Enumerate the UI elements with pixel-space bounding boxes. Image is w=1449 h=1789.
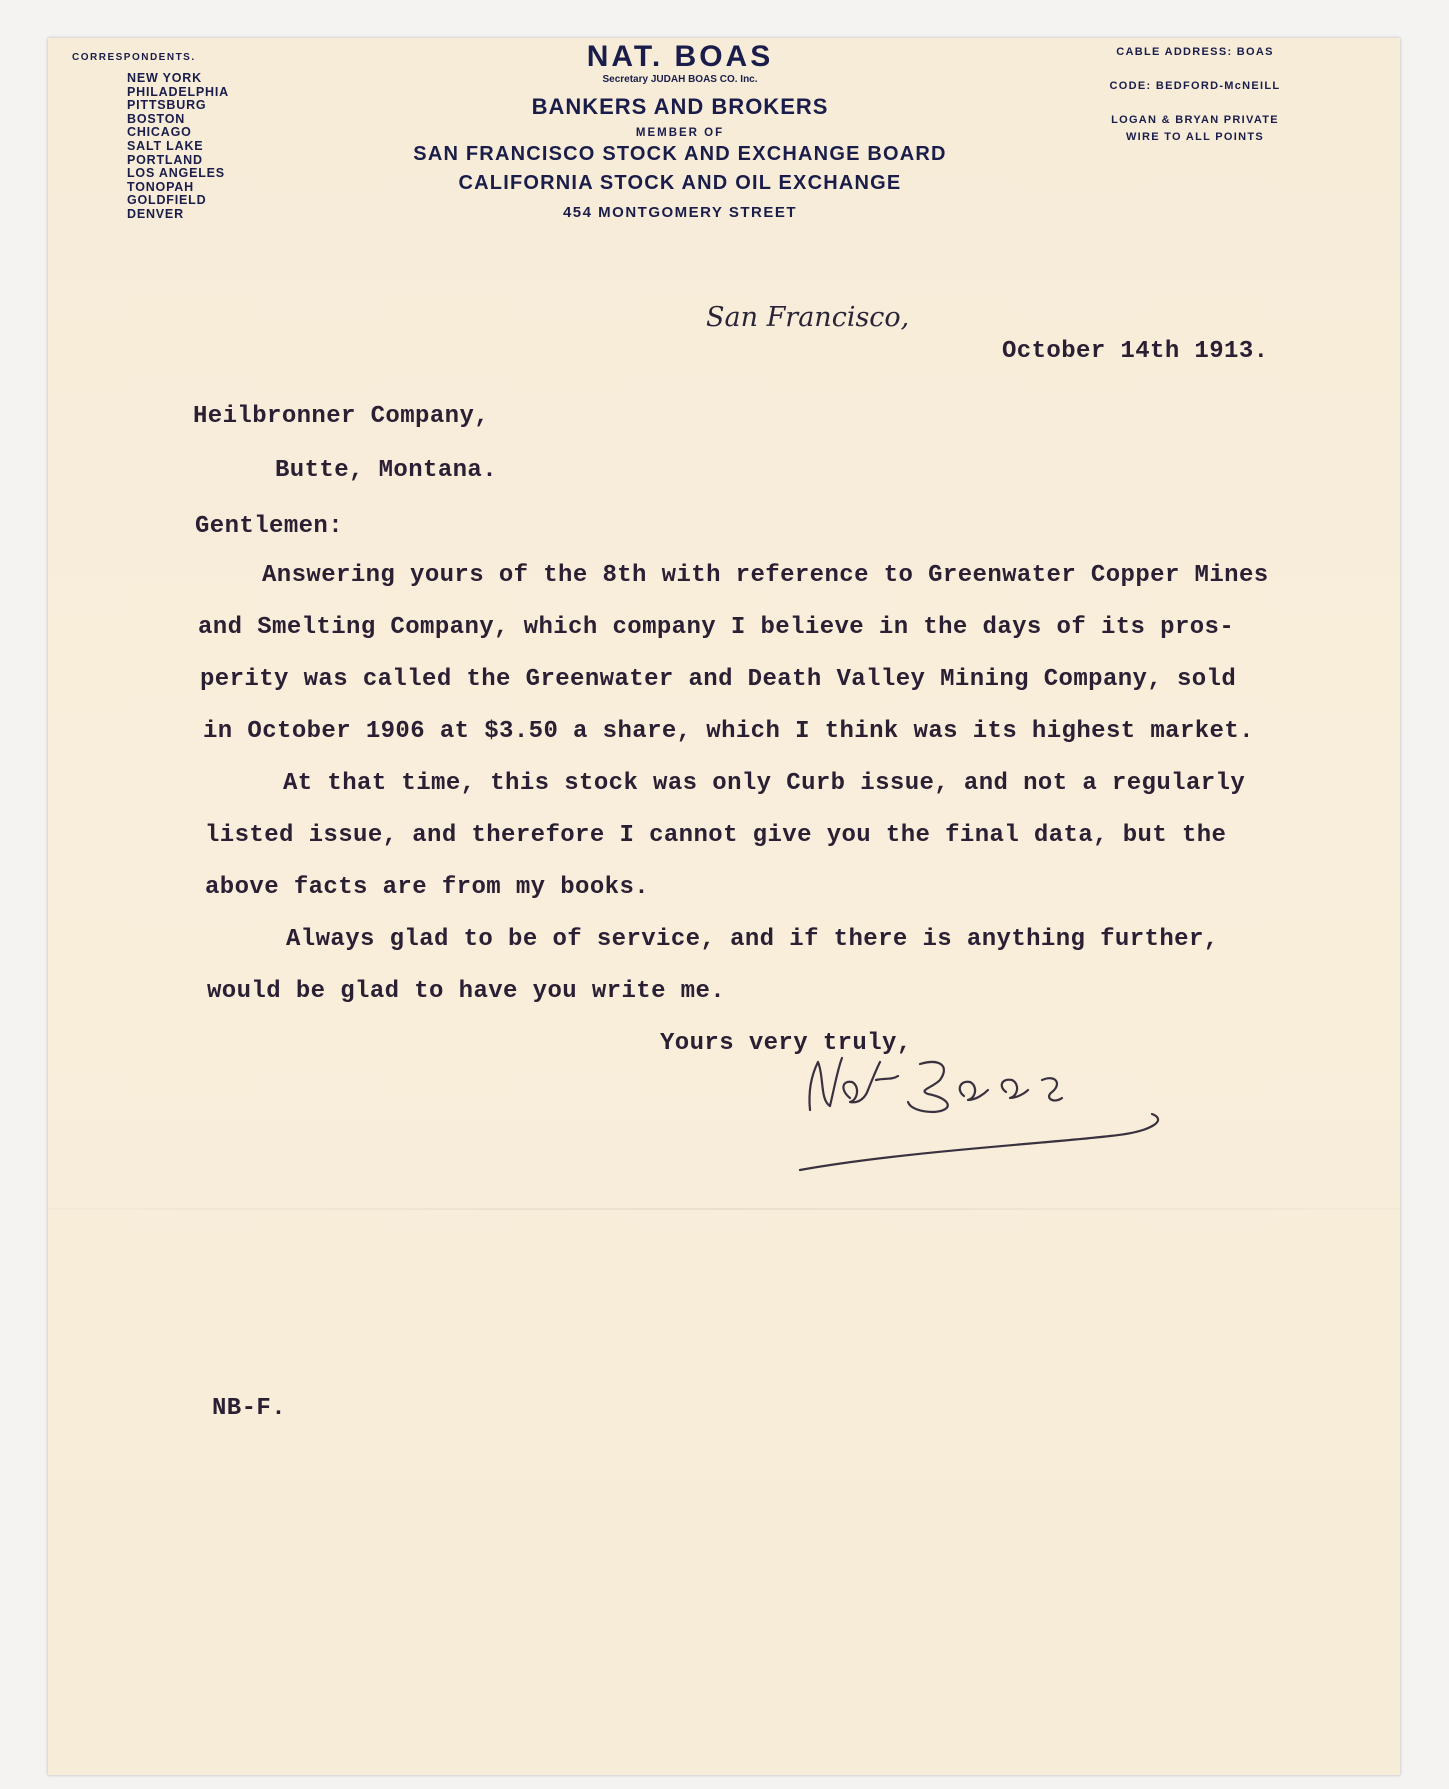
letter-sheet (48, 38, 1400, 1775)
correspondent-city: BOSTON (127, 111, 186, 126)
correspondent-city: LOS ANGELES (127, 166, 225, 181)
exchange-sf: SAN FRANCISCO STOCK AND EXCHANGE BOARD (413, 143, 947, 165)
signature (780, 1040, 1200, 1190)
code-line: CODE: BEDFORD-McNEILL (1109, 80, 1281, 92)
recipient-location: Butte, Montana. (275, 457, 498, 484)
body-line: in October 1906 at $3.50 a share, which I think was its highest market. (203, 718, 1254, 745)
body-line: At that time, this stock was only Curb issue, and not a regularly (283, 770, 1246, 797)
exchange-ca: CALIFORNIA STOCK AND OIL EXCHANGE (458, 172, 902, 194)
correspondent-city: TONOPAH (127, 179, 194, 194)
correspondent-city: GOLDFIELD (127, 193, 207, 208)
typist-initials: NB-F. (212, 1395, 287, 1422)
correspondents-list (127, 72, 229, 222)
body-line: perity was called the Greenwater and Death Valley Mining Company, sold (200, 666, 1237, 693)
correspondent-city: PHILADELPHIA (127, 84, 229, 99)
body-line: listed issue, and therefore I cannot give you the final data, but the (205, 822, 1227, 849)
correspondent-city: PITTSBURG (127, 98, 207, 113)
recipient-name: Heilbronner Company, (193, 403, 490, 430)
firm-name: NAT. BOAS (586, 40, 774, 73)
salutation: Gentlemen: (195, 513, 344, 540)
letterhead-right (1090, 46, 1300, 146)
letterhead-center (300, 40, 1060, 221)
secretary-line: Secretary JUDAH BOAS CO. Inc. (602, 74, 758, 85)
street-address: 454 MONTGOMERY STREET (562, 204, 798, 221)
closing: Yours very truly, (660, 1030, 912, 1057)
wire-line-2: WIRE TO ALL POINTS (1125, 131, 1265, 143)
correspondent-city: DENVER (127, 206, 184, 221)
correspondent-city: CHICAGO (127, 125, 192, 140)
body-line: would be glad to have you write me. (207, 978, 726, 1005)
body-line: Answering yours of the 8th with reference to Greenwater Copper Mines (262, 562, 1269, 589)
cable-address: CABLE ADDRESS: BOAS (1116, 46, 1274, 58)
correspondent-city: NEW YORK (127, 71, 202, 85)
fold-crease (48, 1208, 1400, 1210)
body-line: Always glad to be of service, and if there is anything further, (286, 926, 1219, 953)
correspondent-city: SALT LAKE (127, 138, 204, 153)
member-of: MEMBER OF (635, 127, 725, 139)
correspondent-city: PORTLAND (127, 152, 203, 167)
wire-line-1: LOGAN & BRYAN PRIVATE (1111, 114, 1279, 126)
letter-date: October 14th 1913. (1002, 338, 1269, 365)
business-line: BANKERS AND BROKERS (531, 94, 829, 119)
city-script: San Francisco, (706, 302, 910, 333)
body-line: above facts are from my books. (205, 874, 650, 901)
correspondents-title: CORRESPONDENTS. (72, 52, 196, 63)
body-line: and Smelting Company, which company I believe in the days of its pros- (198, 614, 1235, 641)
